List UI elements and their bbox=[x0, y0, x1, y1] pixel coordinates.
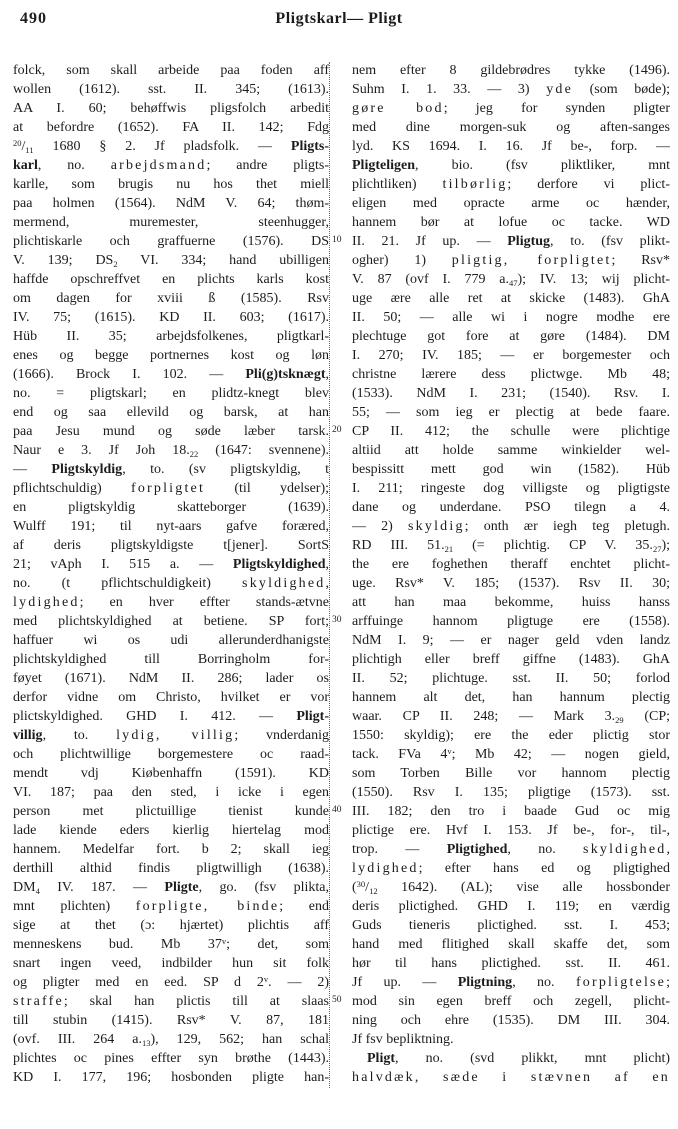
text-line: Jf fsv bepliktning. bbox=[352, 1032, 454, 1047]
text-line: II. 21. Jf up. — Pligtug, to. (fsv plikt- bbox=[352, 234, 670, 249]
text-line: (ovf. III. 264 $a._{13}$), 129, 562; han schal bbox=[13, 1032, 329, 1048]
text-line: KD I. 177, 196; hosbonden pligte han- bbox=[13, 1070, 329, 1085]
subscript: 11 bbox=[25, 144, 34, 155]
text-line: the ere foghethen theraff enchtet plicht- bbox=[352, 557, 670, 572]
letterspaced-text: gøre bod bbox=[352, 101, 444, 116]
text-line: Wulff 191; til nyt-aars gafve foræred, bbox=[13, 519, 329, 534]
text-line: III. 182; den tro i baade Gud oc mig bbox=[352, 804, 670, 819]
text-line: NdM I. 9; — er nager geld vden landz bbox=[352, 633, 670, 648]
text-line: II. 52; plichtuge. sst. II. 50; forlod bbox=[352, 671, 670, 686]
left-column bbox=[13, 61, 329, 1087]
text-line: till stubin (1415). Rsv* V. 87, 181 bbox=[13, 1013, 329, 1028]
lemma-bold: karl bbox=[13, 158, 38, 173]
text-line: (1533). NdM I. 231; (1540). Rsv. I. bbox=[352, 386, 670, 401]
letterspaced-text: halvdæk, sæde i stævnen af en bbox=[352, 1070, 670, 1085]
text-line: paa holmen (1564). NdM V. 64; thøm- bbox=[13, 196, 329, 211]
superscript: v bbox=[447, 745, 452, 756]
text-line: haffde opschreffvet en plichts karls kost bbox=[13, 272, 329, 287]
text-line: Pligteligen, bio. (fsv pliktliker, mnt bbox=[352, 158, 670, 173]
superscript: 20 bbox=[13, 137, 22, 148]
text-line: V. 87 (ovf I. 779 $a._{47}$); IV. 13; wij plicht- bbox=[352, 272, 670, 288]
text-line: ($^{30}/_{12}$ 1642). (AL); vise alle hossbonder bbox=[352, 878, 670, 896]
text-line: AA I. 60; behøffwis pligsfolch arbedit bbox=[13, 101, 329, 116]
letterspaced-text: lydighed bbox=[352, 861, 419, 876]
text-line: hør til hans plictighed. sst. II. 461. bbox=[352, 956, 670, 971]
lemma-bold: Pligtskyldighed bbox=[232, 557, 326, 572]
subscript: 27 bbox=[652, 543, 662, 554]
text-line: af deris pligtskyldigste t[jener]. SortS bbox=[13, 538, 329, 553]
text-line: 21; vAph I. 515 a. — Pligtskyldighed, bbox=[13, 557, 329, 572]
text-line: mnt plichten) forpligte, binde; end bbox=[13, 899, 329, 914]
text-line: derfor vidne om Christo, hvilket er vor bbox=[13, 690, 329, 705]
letterspaced-text: arbejdsmand bbox=[110, 158, 207, 173]
gutter-line-number: 30 bbox=[332, 615, 342, 625]
text-line: (1550). Rsv I. 135; pligtige (1573). sst. bbox=[352, 785, 670, 800]
text-line: folck, som skall arbeide paa foden aff bbox=[13, 63, 329, 78]
text-line: no. (t pflichtschuldigkeit) skyldighed, bbox=[13, 576, 329, 591]
text-line: plechtuge got fore at gøre (1484). DM bbox=[352, 329, 670, 344]
subscript: 21 bbox=[444, 543, 454, 554]
text-line: hannem. Medelfar fort. b 2; skall ieg bbox=[13, 842, 329, 857]
text-line: paa Jesu mund og søde læber tarsk. bbox=[13, 424, 329, 439]
text-line: villig, to. lydig, villig; vnderdanig bbox=[13, 728, 329, 743]
text-line: hannem bør at lofue oc tacke. WD bbox=[352, 215, 670, 230]
lemma-bold: Pligte bbox=[164, 880, 199, 895]
column-divider bbox=[329, 62, 330, 1088]
text-line: $^{20}/_{11}$ 1680 § 2. Jf pladsfolk. — Pligts- bbox=[13, 137, 329, 155]
letterspaced-text: pligtig, forpligtet bbox=[451, 253, 612, 268]
text-line: bespissitt mett god win (1582). Hüb bbox=[352, 462, 670, 477]
subscript: 4 bbox=[35, 885, 40, 896]
text-line: at befordre (1652). FA II. 142; Fdg bbox=[13, 120, 329, 135]
page-number: 490 bbox=[20, 10, 47, 27]
text-line: uge ære alle ret at skicke (1483). GhA bbox=[352, 291, 670, 306]
text-line: end og saa ellevild og barsk, at han bbox=[13, 405, 329, 420]
letterspaced-text: forpligtelse bbox=[575, 975, 667, 990]
subscript: 22 bbox=[189, 448, 199, 459]
text-line: Guds tieneris plictighed. sst. I. 453; bbox=[352, 918, 670, 933]
text-line: karlle, som brugis nu hos thet miell bbox=[13, 177, 329, 192]
text-line: menneskens bud. Mb 37$^v$; det, som bbox=[13, 935, 329, 952]
text-line: 1550: skyldig); ere the eder plictig stor bbox=[352, 728, 670, 743]
lemma-bold: Pligteligen bbox=[352, 158, 415, 173]
text-line: haffuer wi os udi allerunderdhanigste bbox=[13, 633, 329, 648]
subscript: 12 bbox=[369, 885, 378, 896]
text-line: plictskyldighed. GHD I. 412. — Pligt- bbox=[13, 709, 329, 724]
text-line: (1666). Brock I. 102. — Pli(g)tsknægt, bbox=[13, 367, 329, 382]
lemma-bold: Pligtug bbox=[507, 234, 551, 249]
text-line: plichtliken) tilbørlig; derfore vi plict- bbox=[352, 177, 670, 192]
text-line: altiid att holde samme winkielder wel- bbox=[352, 443, 670, 458]
text-line: och plichtwillige borgemestere oc raad- bbox=[13, 747, 329, 762]
text-line: hand med flitighed skall skaffe det, som bbox=[352, 937, 670, 952]
text-line: VI. 187; paa den sted, i icke i egen bbox=[13, 785, 329, 800]
text-line: Pligt, no. (svd plikkt, mnt plicht) bbox=[367, 1051, 670, 1066]
text-line: føyet (1671). NdM II. 286; lader os bbox=[13, 671, 329, 686]
letterspaced-text: yde bbox=[546, 82, 574, 97]
superscript: v bbox=[221, 935, 227, 946]
text-line: og pligter med en eed. SP d 2$^v$. — 2) bbox=[13, 973, 329, 990]
letterspaced-text: skyldig bbox=[408, 519, 465, 534]
text-line: person met plictuillige tienist kunde bbox=[13, 804, 329, 819]
text-line: Hüb II. 35; arbejdsfolkenes, pligtkarl- bbox=[13, 329, 329, 344]
lemma-bold: Pligtskyldig bbox=[51, 462, 123, 477]
text-line: $DM_4$ IV. 187. — Pligte, go. (fsv plikta, bbox=[13, 880, 329, 896]
text-line: RD III. $51._{21}$ (= plichtig. CP V. $35._{27}$); bbox=[352, 538, 670, 554]
gutter-line-number: 50 bbox=[332, 995, 342, 1005]
lemma-bold: Pligt bbox=[367, 1051, 395, 1066]
right-column bbox=[352, 61, 670, 1087]
text-line: waar. CP II. 248; — Mark $3._{29}$ (CP; bbox=[352, 709, 670, 725]
gutter-line-number: 20 bbox=[332, 425, 342, 435]
text-line: I. 270; IV. 185; — er borgemester och bbox=[352, 348, 670, 363]
text-line: mendt vdj Kiøbenhaffn (1591). KD bbox=[13, 766, 329, 781]
text-line: CP II. 412; the schulle were plichtige bbox=[352, 424, 670, 439]
text-line: enes og begge portnernes kost og løn bbox=[13, 348, 329, 363]
superscript: v bbox=[263, 973, 269, 984]
text-line: mermend, muremester, steenhugger, bbox=[13, 215, 329, 230]
text-line: IV. 75; (1615). KD II. 603; (1617). bbox=[13, 310, 329, 325]
text-line: ning och ehre (1535). DM III. 304. bbox=[352, 1013, 670, 1028]
text-line: derthill althid findis pligtwilligh (1638). bbox=[13, 861, 329, 876]
text-line: om dagen for xviii ß (1585). Rsv bbox=[13, 291, 329, 306]
lemma-bold: Pligtighed bbox=[446, 842, 508, 857]
letterspaced-text: skyldighed bbox=[242, 576, 326, 591]
running-head: Pligtskarl— Pligt bbox=[275, 10, 403, 27]
letterspaced-text: forpligte, binde bbox=[135, 899, 280, 914]
text-line: christne lærere dess plictwge. Mb 48; bbox=[352, 367, 670, 382]
text-line: sige at thet (ɔ: hjærtet) plichtis aff bbox=[13, 918, 329, 933]
letterspaced-text: tilbørlig bbox=[442, 177, 508, 192]
lemma-bold: Pli(g)tsknægt bbox=[245, 367, 326, 382]
text-line: arffuinge hannom pligtuge ere (1558). bbox=[352, 614, 670, 629]
text-line: plichtskyldighed till Borringholm for- bbox=[13, 652, 329, 667]
letterspaced-text: straffe bbox=[13, 994, 64, 1009]
text-line: trop. — Pligtighed, no. skyldighed, bbox=[352, 842, 670, 857]
text-line: plictige ere. Hvf I. 153. Jf be-, for-, til-, bbox=[352, 823, 670, 838]
text-line: som Torben Bille vor hannom plectig bbox=[352, 766, 670, 781]
text-line bbox=[352, 1068, 670, 1087]
letterspaced-text: skyldighed bbox=[583, 842, 667, 857]
text-line: en pligtskyldig skatteborger (1639). bbox=[13, 500, 329, 515]
lemma-bold: Pligtning bbox=[457, 975, 513, 990]
letterspaced-text: forpligtet bbox=[130, 481, 206, 496]
text-line: att han maa bekomme, huiss hanss bbox=[352, 595, 670, 610]
subscript: 47 bbox=[508, 277, 518, 288]
text-line: ogher) 1) pligtig, forpligtet; Rsv* bbox=[352, 253, 670, 268]
text-line: med dine morgen-suk og aften-sanges bbox=[352, 120, 670, 135]
text-line: gøre bod; jeg for synden pligter bbox=[352, 101, 670, 116]
text-line: lydighed; efter hans ed og pligtighed bbox=[352, 861, 670, 876]
text-line: nem efter 8 gildebrødres tykke (1496). bbox=[352, 63, 670, 78]
letterspaced-text: lydig, villig bbox=[116, 728, 235, 743]
text-line: tack. FVa 4$^v$; Mb 42; — nogen gield, bbox=[352, 745, 670, 762]
text-line: pflichtschuldig) forpligtet (til ydelser); bbox=[13, 481, 329, 496]
text-line: — 2) skyldig; onth ær iegh teg pletugh. bbox=[352, 519, 670, 534]
text-line: straffe; skal han plictis till at slaas bbox=[13, 994, 329, 1009]
text-line: karl, no. arbejdsmand; andre pligts- bbox=[13, 158, 329, 173]
lemma-bold: Pligts- bbox=[290, 139, 329, 154]
text-line: Suhm I. 1. 33. — 3) yde (som bøde); bbox=[352, 82, 670, 97]
text-line: wollen (1612). sst. II. 345; (1613). bbox=[13, 82, 329, 97]
text-line: eligen med opracte arme oc hænder, bbox=[352, 196, 670, 211]
text-line: 55; — som ieg er plectig at bede faare. bbox=[352, 405, 670, 420]
text-line: plichtiskarle och graffuerne (1576). DS bbox=[13, 234, 329, 249]
text-line: plichtes oc pines effter syn brøthe (1443). bbox=[13, 1051, 329, 1066]
text-line: — Pligtskyldig, to. (sv pligtskyldig, t bbox=[13, 462, 329, 477]
text-line: lydighed; en hver effter stands-ætvne bbox=[13, 595, 329, 610]
text-line: uge. Rsv* V. 185; (1537). Rsv II. 30; bbox=[352, 576, 670, 591]
text-line: Jf up. — Pligtning, no. forpligtelse; bbox=[352, 975, 670, 990]
text-line: V. 139; $DS_2$ VI. 334; hand ubilligen bbox=[13, 253, 329, 269]
gutter-line-number: 10 bbox=[332, 235, 342, 245]
subscript: 2 bbox=[113, 258, 118, 269]
text-line: dane og underdane. PSO tilegn a 4. bbox=[352, 500, 670, 515]
subscript: 13 bbox=[142, 1037, 151, 1048]
text-line: Naur e 3. Jf Joh $18._{22}$ (1647: svennene). bbox=[13, 443, 329, 459]
text-line: lade kiende eders kierlig hiertelag mod bbox=[13, 823, 329, 838]
gutter-line-numbers bbox=[331, 61, 348, 1091]
superscript: 30 bbox=[356, 878, 366, 889]
text-line: lyd. KS 1694. I. 16. Jf be-, forp. — bbox=[352, 139, 670, 154]
text-line: hannem alt det, han hannum plectig bbox=[352, 690, 670, 705]
text-line: mod sin egen breff och zegell, plicht- bbox=[352, 994, 670, 1009]
text-line: med plichtskyldighed at betiene. SP fort; bbox=[13, 614, 329, 629]
text-line: plichtigh eller breff giffne (1483). GhA bbox=[352, 652, 670, 667]
subscript: 29 bbox=[615, 714, 624, 725]
text-line: no. = pligtskarl; en plidtz-knegt blev bbox=[13, 386, 329, 401]
letterspaced-text: lydighed bbox=[13, 595, 80, 610]
lemma-bold: villig bbox=[13, 728, 43, 743]
lemma-bold: Pligt- bbox=[296, 709, 329, 724]
text-line: I. 211; ringeste dog villigste og pligtigste bbox=[352, 481, 670, 496]
gutter-line-number: 40 bbox=[332, 805, 342, 815]
text-line: snart ingen veed, indbilder hun sit folk bbox=[13, 956, 329, 971]
text-line: II. 50; — alle wi i nogre modhe ere bbox=[352, 310, 670, 325]
text-line: deris plictighed. GHD I. 119; en værdig bbox=[352, 899, 670, 914]
